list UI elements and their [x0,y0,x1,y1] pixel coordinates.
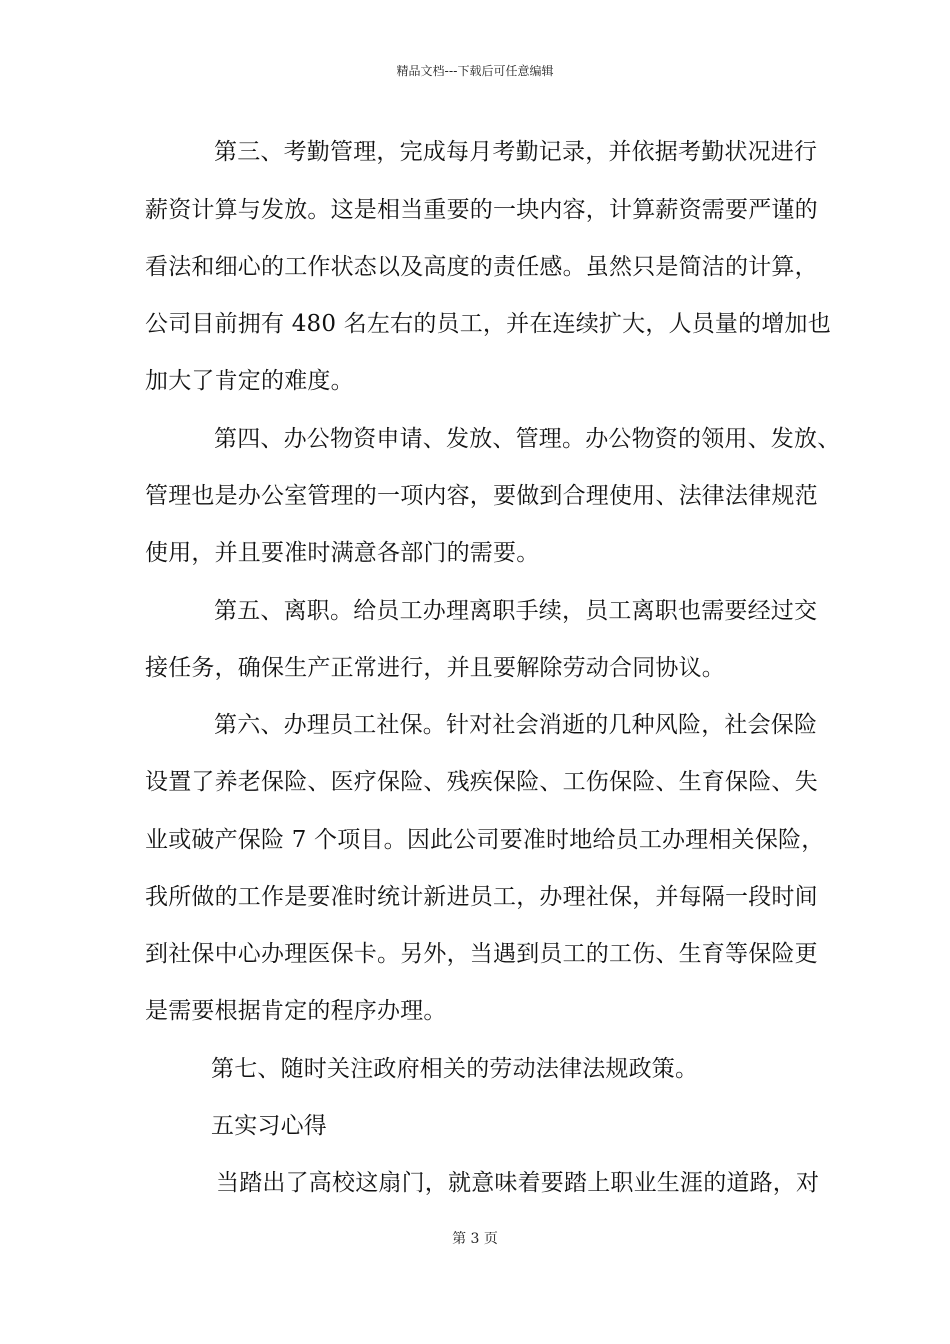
text-line: 第六、办理员工社保。针对社会消逝的几种风险，社会保险 [214,712,818,738]
text-line: 第五、离职。给员工办理离职手续，员工离职也需要经过交 [214,598,818,624]
text-line: 到社保中心办理医保卡。另外，当遇到员工的工伤、生育等保险更 [145,941,818,967]
text-line: 加大了肯定的难度。 [145,368,354,394]
page-number: 第 3 页 [452,1231,498,1247]
text-line: 使用，并且要准时满意各部门的需要。 [145,540,540,566]
text-line: 第三、考勤管理，完成每月考勤记录，并依据考勤状况进行 [214,139,818,165]
page-header: 精品文档---下载后可任意编辑 [396,64,554,78]
text-line: 设置了养老保险、医疗保险、残疾保险、工伤保险、生育保险、失 [145,769,818,795]
text-line: 薪资计算与发放。这是相当重要的一块内容，计算薪资需要严谨的 [145,197,818,223]
section-heading: 五实习心得 [211,1113,327,1139]
text-line: 业或破产保险 7 个项目。因此公司要准时地给员工办理相关保险， [145,827,825,853]
text-line: 管理也是办公室管理的一项内容，要做到合理使用、法律法律规范 [145,483,818,509]
text-line: 我所做的工作是要准时统计新进员工，办理社保，并每隔一段时间 [145,884,818,910]
text-line: 接任务，确保生产正常进行，并且要解除劳动合同协议。 [145,655,725,681]
text-line: 第七、随时关注政府相关的劳动法律法规政策。 [211,1056,699,1082]
text-line: 看法和细心的工作状态以及高度的责任感。虽然只是简洁的计算， [145,254,818,280]
text-line: 公司目前拥有 480 名左右的员工，并在连续扩大，人员量的增加也 [145,311,831,337]
text-line: 当踏出了高校这扇门，就意味着要踏上职业生涯的道路，对 [216,1170,820,1196]
text-line: 第四、办公物资申请、发放、管理。办公物资的领用、发放、 [214,426,841,452]
text-line: 是需要根据肯定的程序办理。 [145,998,447,1024]
